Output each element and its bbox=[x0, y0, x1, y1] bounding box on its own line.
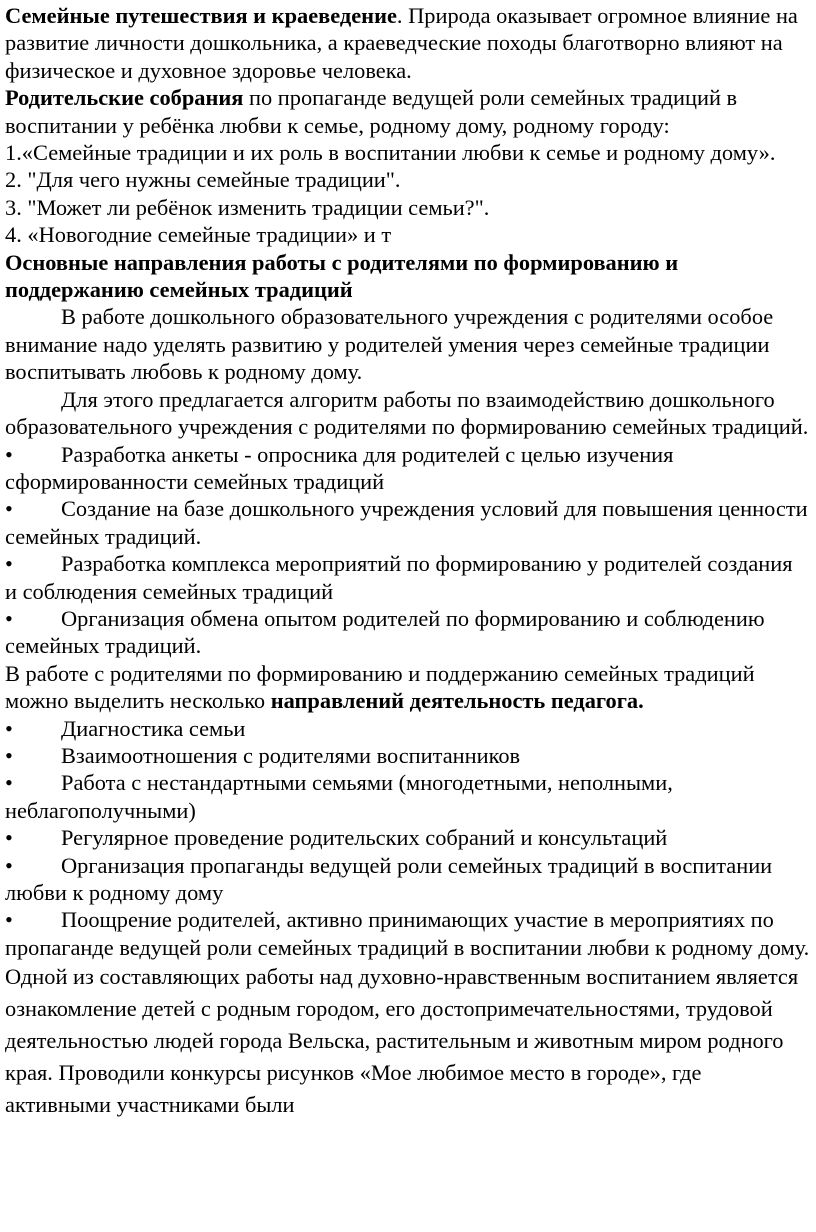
list-item-text: Организация обмена опытом родителей по формированию и соблюдению семейных традиций. bbox=[5, 605, 765, 659]
paragraph-directions-intro-text: В работе с родителями по формированию и поддержанию семейных традиций можно выделить несколько bbox=[5, 660, 755, 714]
list-item-text: Диагностика семьи bbox=[61, 715, 246, 741]
paragraph-parent-meetings-title: Родительские собрания bbox=[5, 85, 244, 111]
list-item-text: Работа с нестандартными семьями (многодетными, неполными, неблагополучными) bbox=[5, 770, 673, 823]
section-heading-text: Основные направления работы с родителями по формированию и поддержанию семейных традиций bbox=[5, 249, 679, 303]
list-item-text: Разработка комплекса мероприятий по формированию у родителей создания и соблюдения семейных традиций bbox=[5, 551, 793, 604]
paragraph-parent-meetings bbox=[5, 84, 810, 139]
list-item-text: Создание на базе дошкольного учреждения условий для повышения ценности семейных традиций. bbox=[5, 496, 808, 549]
bullet-icon: • bbox=[5, 496, 13, 522]
list-item-text: Взаимоотношения с родителями воспитанников bbox=[61, 742, 521, 768]
list-item bbox=[5, 605, 810, 660]
bullet-icon: • bbox=[5, 441, 13, 467]
bullet-icon: • bbox=[5, 605, 13, 631]
paragraph-family-travel-text: . Природа оказывает огромное влияние на развитие личности дошкольника, а краеведческие походы благотворно влияют на физическое и духовное здоровье человека. bbox=[5, 3, 798, 83]
list-item bbox=[5, 742, 810, 769]
list-item-text: Разработка анкеты - опросника для родителей с целью изучения сформированности семейных традиций bbox=[5, 441, 674, 494]
paragraph-directions-intro bbox=[5, 660, 810, 715]
meeting-topic-item: 3. "Может ли ребёнок изменить традиции семьи?". bbox=[5, 194, 490, 220]
list-item bbox=[5, 495, 810, 550]
paragraph-family-travel bbox=[5, 2, 810, 84]
list-item bbox=[5, 441, 810, 496]
paragraph-attention: В работе дошкольного образовательного учреждения с родителями особое внимание надо уделять развитию у родителей умения через семейные традиции воспитывать любовь к родному дому. bbox=[5, 304, 774, 385]
list-item bbox=[5, 824, 810, 851]
meeting-topic-item: 2. "Для чего нужны семейные традиции". bbox=[5, 167, 401, 193]
section-heading bbox=[5, 249, 810, 304]
bullet-icon: • bbox=[5, 770, 13, 796]
list-item bbox=[5, 550, 810, 605]
list-item bbox=[5, 906, 810, 961]
paragraph-algorithm-intro: Для этого предлагается алгоритм работы по взаимодействию дошкольного образовательного учреждения с родителями по формированию семейных традиций. bbox=[5, 386, 809, 440]
list-item-text: Организация пропаганды ведущей роли семейных традиций в воспитании любви к родному дому bbox=[5, 852, 773, 905]
bullet-icon: • bbox=[5, 852, 13, 878]
bullet-icon: • bbox=[5, 907, 13, 933]
bullet-icon: • bbox=[5, 551, 13, 577]
list-item-text: Регулярное проведение родительских собраний и консультаций bbox=[61, 825, 668, 851]
meeting-topic-item: 1.«Семейные традиции и их роль в воспитании любви к семье и родному дому». bbox=[5, 140, 776, 166]
list-item bbox=[5, 715, 810, 742]
paragraph-directions-intro-bold: направлений деятельность педагога. bbox=[270, 688, 644, 714]
paragraph-family-travel-title: Семейные путешествия и краеведение bbox=[5, 3, 397, 28]
bullet-icon: • bbox=[5, 825, 13, 851]
meeting-topic-item: 4. «Новогодние семейные традиции» и т bbox=[5, 222, 392, 248]
list-item bbox=[5, 852, 810, 907]
bullet-icon: • bbox=[5, 742, 13, 768]
bullet-icon: • bbox=[5, 715, 13, 741]
paragraph-parent-meetings-text: по пропаганде ведущей роли семейных традиций в воспитании у ребёнка любви к семье, родному дому, родному городу: bbox=[5, 85, 738, 138]
paragraph-city-acquaintance: Одной из составляющих работы над духовно-нравственным воспитанием является ознакомление детей с родным городом, его достопримечательностями, трудовой деятельностью людей города Вельска, растительным и животным миром родного края. Проводили конкурсы рисунков «Мое любимое место в городе», где активными участниками были bbox=[5, 964, 799, 1118]
list-item bbox=[5, 769, 810, 824]
list-item-text: Поощрение родителей, активно принимающих участие в мероприятиях по пропаганде ведущей роли семейных традиций в воспитании любви к родному дому. bbox=[5, 907, 810, 960]
